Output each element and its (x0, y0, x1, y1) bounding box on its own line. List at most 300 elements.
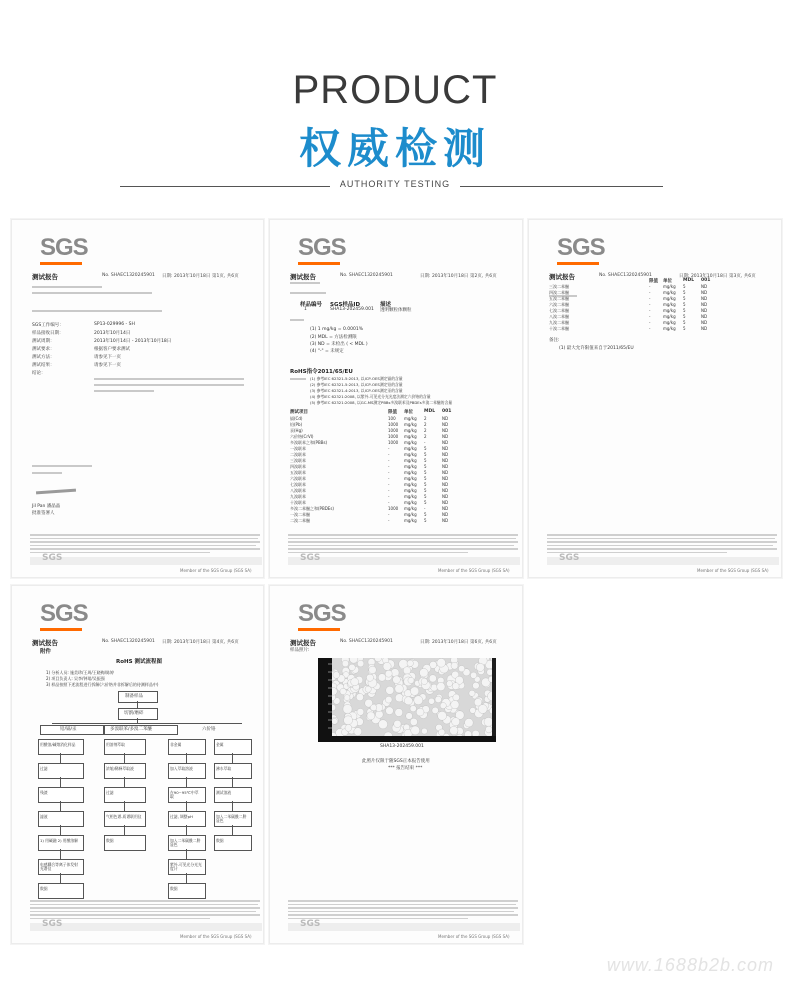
flow-connector (186, 777, 187, 787)
table-cell: 5 (424, 446, 427, 451)
pellet (410, 705, 416, 711)
photo-sample-id: SHA13-202459.001 (380, 744, 424, 749)
report-page: 第6页, 共6页 (470, 640, 497, 645)
sample-id: SHA13-202459.001 (330, 307, 374, 312)
table-cell: ND (442, 494, 449, 499)
flow-connector (186, 849, 187, 859)
pellet (394, 720, 401, 727)
pellet (440, 703, 446, 709)
member-note: Member of the SGS Group (SGS SA) (180, 934, 252, 939)
sample-info-label: 测试结果： (32, 363, 55, 368)
flow-col-2-label: 多溴联苯/多溴二苯醚 (110, 727, 153, 732)
table-cell: mg/kg (404, 482, 417, 487)
report-title: 测试报告 (290, 273, 316, 281)
table-cell: 5 (424, 458, 427, 463)
pellet (333, 672, 340, 679)
flow-note: 1) 分析人员: 施美珍/王周/王晓梅/陈婷 (46, 670, 115, 675)
pellet (484, 717, 492, 726)
table-cell: ND (442, 422, 449, 427)
pellet (357, 660, 364, 667)
table-cell: 五溴联苯 (290, 470, 306, 475)
table-cell: - (388, 458, 390, 463)
table-cell: - (388, 482, 390, 487)
table-cell: ND (442, 482, 449, 487)
table-cell: 2 (424, 422, 427, 427)
table-cell: mg/kg (663, 284, 676, 289)
report-page: 第2页, 共6页 (470, 274, 497, 279)
legal-footer (30, 900, 260, 921)
text-line (32, 292, 152, 294)
pellet (438, 711, 447, 720)
table-cell: mg/kg (663, 308, 676, 313)
report-number: No. SHAEC1320245901 (340, 639, 393, 644)
pellet (421, 728, 427, 734)
table-cell: 1000 (388, 434, 399, 439)
table-cell: - (388, 446, 390, 451)
pellet (470, 672, 476, 678)
table-cell: ND (442, 446, 449, 451)
pellet (395, 709, 403, 717)
table-cell: ND (442, 434, 449, 439)
flow-note: 3) 样品按照下述流程进行拆解(六价铬并非拆解后的待测样品中) (46, 682, 159, 687)
member-note: Member of the SGS Group (SGS SA) (180, 568, 252, 573)
table-cell: ND (442, 488, 449, 493)
table-cell: 八溴联苯 (290, 488, 306, 493)
flow-connector (186, 753, 187, 763)
sample-info-value: 2013年10月14日 - 2013年10月18日 (94, 339, 172, 344)
report-page-3 (528, 219, 782, 578)
table-header-cell: 单位 (404, 410, 413, 415)
table-cell: 5 (424, 476, 427, 481)
legal-footer (288, 900, 518, 921)
logo-bar (40, 628, 82, 631)
table-header-cell: MDL (424, 409, 436, 414)
pellet (478, 705, 487, 714)
flow-r1-label: 非金属 (170, 742, 182, 747)
table-cell: mg/kg (404, 488, 417, 493)
table-cell: 5 (424, 452, 427, 457)
sample-info-label: 结论： (32, 371, 46, 376)
table-cell: 九溴二苯醚 (549, 320, 569, 325)
table-cell: 2 (424, 416, 427, 421)
table-header-cell: 单位 (663, 279, 672, 284)
pellet (451, 700, 459, 708)
flow-left-label: 电感耦合等离子体发射光谱仪 (40, 862, 78, 871)
table-cell: 六溴联苯 (290, 476, 306, 481)
table-cell: 1000 (388, 440, 399, 445)
flow-note: 2) 项目负责人: 吴李/钟珺/吴振强 (46, 676, 105, 681)
sample-info-label: 测试方法： (32, 355, 55, 360)
table-cell: 十溴联苯 (290, 500, 306, 505)
flow-left-label: 用酸溶/碱熔消化样品 (40, 742, 76, 747)
pellet (432, 707, 439, 714)
table-cell: - (388, 500, 390, 505)
report-page-1 (11, 219, 264, 578)
signer-name: Jil Pan 潘晶晶 (32, 504, 61, 509)
footer-sgs-logo: SGS (559, 553, 580, 563)
table-cell: ND (701, 302, 708, 307)
table-cell: mg/kg (663, 314, 676, 319)
table-cell: - (388, 476, 390, 481)
pellet (453, 694, 460, 701)
pellet (370, 704, 376, 710)
table-cell: 2 (424, 428, 427, 433)
table-cell: ND (701, 326, 708, 331)
table-cell: mg/kg (663, 302, 676, 307)
report-page: 第1页, 共6页 (212, 274, 239, 279)
pellet (344, 695, 350, 701)
pellet (428, 698, 434, 704)
table-cell: - (649, 284, 651, 289)
sgs-logo: SGS (40, 600, 88, 627)
table-cell: mg/kg (404, 416, 417, 421)
pellet (407, 660, 413, 666)
table-cell: 5 (424, 470, 427, 475)
table-header-cell: 测试项目 (290, 410, 308, 415)
pellet (344, 716, 353, 725)
site-watermark: www.1688b2b.com (606, 955, 774, 975)
flow-r2-label: 金属 (216, 742, 224, 747)
pellet (429, 675, 436, 682)
table-cell: 汞(Hg) (290, 428, 303, 433)
pellet (378, 720, 387, 729)
pellet (450, 726, 458, 734)
flow-left-label: 数据 (40, 886, 48, 891)
authority-testing-title: 权威检测 (298, 124, 491, 173)
flow-mid-label: 过滤 (106, 790, 114, 795)
pellet (343, 704, 352, 713)
table-cell: 一溴联苯 (290, 446, 306, 451)
table-cell: mg/kg (663, 326, 676, 331)
sample-desc: 透明颗粒体颗粒 (380, 308, 412, 313)
table-cell: - (388, 488, 390, 493)
table-cell: 多溴联苯之和(PBBs) (290, 440, 328, 445)
footer-sgs-logo: SGS (300, 919, 321, 929)
table-cell: 九溴联苯 (290, 494, 306, 499)
pellet (473, 682, 480, 689)
footer-sgs-logo: SGS (42, 553, 63, 563)
flow-mid-label: 浓缩/稀释萃取液 (106, 766, 134, 771)
table-cell: 镉(Cd) (290, 416, 303, 421)
sample-info-value: 根据客户要求测试 (94, 347, 130, 352)
method-line: (3) 参考IEC 62321-4:2013, 以ICP-OES测定汞的含量 (310, 388, 403, 393)
pellet (435, 696, 442, 703)
sample-info-value: SP13-029996 - SH (94, 322, 135, 327)
signature (36, 489, 76, 495)
table-cell: mg/kg (663, 320, 676, 325)
pellet (408, 677, 414, 683)
flow-connector (232, 825, 233, 835)
table-cell: - (649, 302, 651, 307)
table-cell: 5 (424, 512, 427, 517)
note-1: (1) 最大允许限值来自于2011/65/EU (559, 346, 634, 351)
table-cell: 5 (683, 326, 686, 331)
flow-mid-label: 数据 (106, 838, 114, 843)
table-cell: mg/kg (404, 434, 417, 439)
pellet (351, 678, 359, 686)
text-line (290, 282, 320, 284)
pellet (406, 713, 413, 720)
sample-photo (318, 658, 496, 742)
pellet (385, 696, 392, 703)
photo-caption: 此照片仅限于随SGS正本报告使用 (362, 759, 430, 764)
table-cell: mg/kg (404, 470, 417, 475)
sample-info-label: 样品接收日期： (32, 331, 64, 336)
sample-info-value: 2013年10月14日 (94, 331, 131, 336)
address-bar (288, 923, 520, 931)
table-cell: 三溴二苯醚 (549, 284, 569, 289)
text-line (290, 292, 326, 294)
note-line: (1) 1 mg/kg = 0.0001% (310, 327, 363, 332)
table-cell: mg/kg (404, 446, 417, 451)
table-cell: ND (442, 464, 449, 469)
flow-connector (186, 825, 187, 835)
legal-footer (30, 534, 260, 555)
flow-connector (186, 801, 187, 811)
member-note: Member of the SGS Group (SGS SA) (438, 568, 510, 573)
sample-info-value: 请参见下一页 (94, 363, 121, 368)
table-cell: ND (701, 284, 708, 289)
flow-connector (137, 701, 138, 708)
flow-cut-label: 切割/磨碎 (124, 711, 144, 716)
ruler (318, 658, 332, 742)
table-cell: 5 (683, 302, 686, 307)
pellet (452, 683, 459, 690)
table-cell: ND (442, 476, 449, 481)
text-line (290, 319, 304, 321)
footer-sgs-logo: SGS (300, 553, 321, 563)
sgs-logo: SGS (298, 234, 346, 261)
report-page-2 (269, 219, 523, 578)
pellet (403, 667, 411, 675)
flow-connector (124, 753, 125, 763)
pellet (386, 707, 394, 715)
address-bar (30, 557, 262, 565)
table-cell: - (649, 308, 651, 313)
table-cell: 三溴联苯 (290, 458, 306, 463)
pellet (342, 660, 349, 667)
table-cell: 5 (683, 296, 686, 301)
report-number: No. SHAEC1320245901 (102, 273, 155, 278)
table-cell: 5 (424, 500, 427, 505)
table-cell: ND (442, 470, 449, 475)
table-cell: 5 (424, 518, 427, 523)
pellet (437, 682, 445, 690)
flowchart-title: RoHS 测试流程图 (116, 659, 162, 665)
table-cell: mg/kg (404, 422, 417, 427)
sample-info-value: 请参见下一页 (94, 355, 121, 360)
flow-connector (232, 753, 233, 763)
pellet (357, 708, 364, 715)
table-cell: - (388, 494, 390, 499)
pellet (470, 707, 476, 713)
page-header (0, 0, 790, 200)
table-cell: mg/kg (404, 512, 417, 517)
pellet (410, 687, 419, 696)
table-cell: 四溴联苯 (290, 464, 306, 469)
table-cell: ND (442, 518, 449, 523)
table-cell: - (388, 452, 390, 457)
table-cell: mg/kg (404, 506, 417, 511)
sample-header-3: 描述 (380, 302, 392, 308)
flow-r2-label: 测试溶液 (216, 790, 232, 795)
flow-r1-label: 在90~95℃中萃取 (170, 790, 199, 799)
table-cell: ND (442, 416, 449, 421)
flow-connector (124, 777, 125, 787)
flow-r1-label: 加入萃取溶液 (170, 766, 193, 771)
method-line: (4) 参考IEC 62321:2008, 以紫外-可见光分光光度法测定六价铬的含量 (310, 394, 431, 399)
table-cell: 铅(Pb) (290, 422, 303, 427)
appendix-label: 附件 (40, 649, 52, 655)
flow-col-1-label: 铅/镉/汞 (60, 727, 77, 732)
flow-prepare-sample-label: 制备样品 (125, 694, 143, 699)
sample-info-label: 测试要求： (32, 347, 55, 352)
text-line (32, 465, 92, 467)
flow-r2-label: 加入二苯碳酰二肼显色 (216, 814, 247, 823)
table-cell: 二溴二苯醚 (290, 518, 310, 523)
pellet (395, 684, 404, 693)
report-title: 测试报告 (32, 273, 58, 281)
pellet (451, 662, 458, 669)
table-cell: ND (701, 290, 708, 295)
note-line: (2) MDL = 方法检测限 (310, 335, 357, 340)
pellet (349, 664, 356, 671)
table-cell: 5 (683, 290, 686, 295)
table-cell: 六溴二苯醚 (549, 302, 569, 307)
table-cell: 二溴联苯 (290, 452, 306, 457)
pellet (404, 697, 412, 705)
table-cell: ND (701, 296, 708, 301)
table-cell: 1000 (388, 428, 399, 433)
method-line: (1) 参考IEC 62321-5:2013, 以ICP-OES测定镉的含量 (310, 376, 403, 381)
table-cell: - (388, 470, 390, 475)
product-heading: PRODUCT (292, 68, 498, 112)
pellet (378, 674, 386, 682)
flow-connector (186, 873, 187, 883)
table-cell: ND (442, 440, 449, 445)
table-cell: mg/kg (404, 428, 417, 433)
legal-footer (288, 534, 518, 555)
table-cell: ND (701, 308, 708, 313)
text-line (32, 286, 102, 288)
pellet (420, 668, 429, 677)
sample-info-label: SGS工作编号： (32, 323, 64, 328)
flow-r2-label: 数据 (216, 838, 224, 843)
report-number: No. SHAEC1320245901 (599, 273, 652, 278)
table-cell: 八溴二苯醚 (549, 314, 569, 319)
table-cell: ND (442, 512, 449, 517)
sample-header-2: SGS样品ID (330, 302, 361, 308)
pellet (367, 712, 375, 720)
table-cell: 一溴二苯醚 (290, 512, 310, 517)
logo-bar (298, 628, 340, 631)
pellet (385, 670, 392, 677)
flow-left-label: 过滤 (40, 766, 48, 771)
flow-left-label: 滤液 (40, 814, 48, 819)
flow-connector (60, 873, 61, 883)
right-rule (460, 186, 663, 187)
ruler-bottom (318, 736, 496, 742)
text-line (32, 310, 162, 312)
table-cell: mg/kg (404, 518, 417, 523)
table-cell: 100 (388, 416, 396, 421)
flow-connector (124, 801, 125, 811)
flow-col-3-label: 六价铬 (202, 727, 216, 732)
table-cell: 六价铬(CrVI) (290, 434, 314, 439)
table-cell: - (649, 326, 651, 331)
table-cell: mg/kg (663, 296, 676, 301)
pellet (437, 658, 446, 667)
pellet (421, 678, 427, 684)
table-cell: 5 (424, 464, 427, 469)
pellet (356, 693, 363, 700)
method-line: (2) 参考IEC 62321-5:2013, 以ICP-OES测定铅的含量 (310, 382, 403, 387)
table-cell: - (388, 518, 390, 523)
sgs-logo: SGS (298, 600, 346, 627)
sgs-logo: SGS (40, 234, 88, 261)
table-header-cell: 限值 (388, 410, 397, 415)
flow-connector (232, 777, 233, 787)
table-cell: 2 (424, 434, 427, 439)
table-cell: 5 (424, 494, 427, 499)
sample-no: 1 (304, 307, 307, 312)
pellet (366, 674, 373, 681)
member-note: Member of the SGS Group (SGS SA) (697, 568, 769, 573)
table-cell: 1000 (388, 506, 399, 511)
report-date: 日期: 2013年10月18日 (162, 274, 211, 279)
report-date: 日期: 2013年10月18日 (420, 640, 469, 645)
authority-testing-subtitle: AUTHORITY TESTING (339, 179, 451, 189)
signer-title: 批准签署人 (32, 511, 55, 516)
flow-connector (60, 753, 61, 763)
table-cell: ND (442, 506, 449, 511)
flow-connector (60, 777, 61, 787)
flow-left-label: 残渣 (40, 790, 48, 795)
table-cell: ND (442, 452, 449, 457)
flow-connector (60, 849, 61, 859)
table-cell: mg/kg (404, 476, 417, 481)
flow-r1-label: 紫外-可见光分光光度计 (170, 862, 202, 871)
report-number: No. SHAEC1320245901 (102, 639, 155, 644)
table-cell: mg/kg (404, 440, 417, 445)
flow-connector (60, 801, 61, 811)
table-cell: - (424, 440, 426, 445)
table-cell: 七溴联苯 (290, 482, 306, 487)
table-header-cell: MDL (683, 278, 695, 283)
table-cell: ND (701, 320, 708, 325)
table-cell: ND (442, 458, 449, 463)
table-cell: 1000 (388, 422, 399, 427)
report-date: 日期: 2013年10月18日 (162, 640, 211, 645)
report-title: 测试报告 (32, 639, 58, 647)
table-cell: 5 (683, 320, 686, 325)
text-line (290, 378, 306, 380)
pellet (410, 718, 417, 725)
table-header-cell: 限值 (649, 279, 658, 284)
text-line (94, 378, 244, 380)
table-cell: mg/kg (404, 452, 417, 457)
table-cell: - (649, 314, 651, 319)
report-title: 测试报告 (290, 639, 316, 647)
report-date: 日期: 2013年10月18日 (679, 274, 728, 279)
sample-photo-label: 样品照片: (290, 648, 310, 653)
pellet (485, 726, 492, 733)
table-header-cell: 001 (442, 409, 452, 414)
footer-sgs-logo: SGS (42, 919, 63, 929)
table-cell: ND (442, 500, 449, 505)
flow-r2-label: 沸水萃取 (216, 766, 232, 771)
address-bar (30, 923, 262, 931)
